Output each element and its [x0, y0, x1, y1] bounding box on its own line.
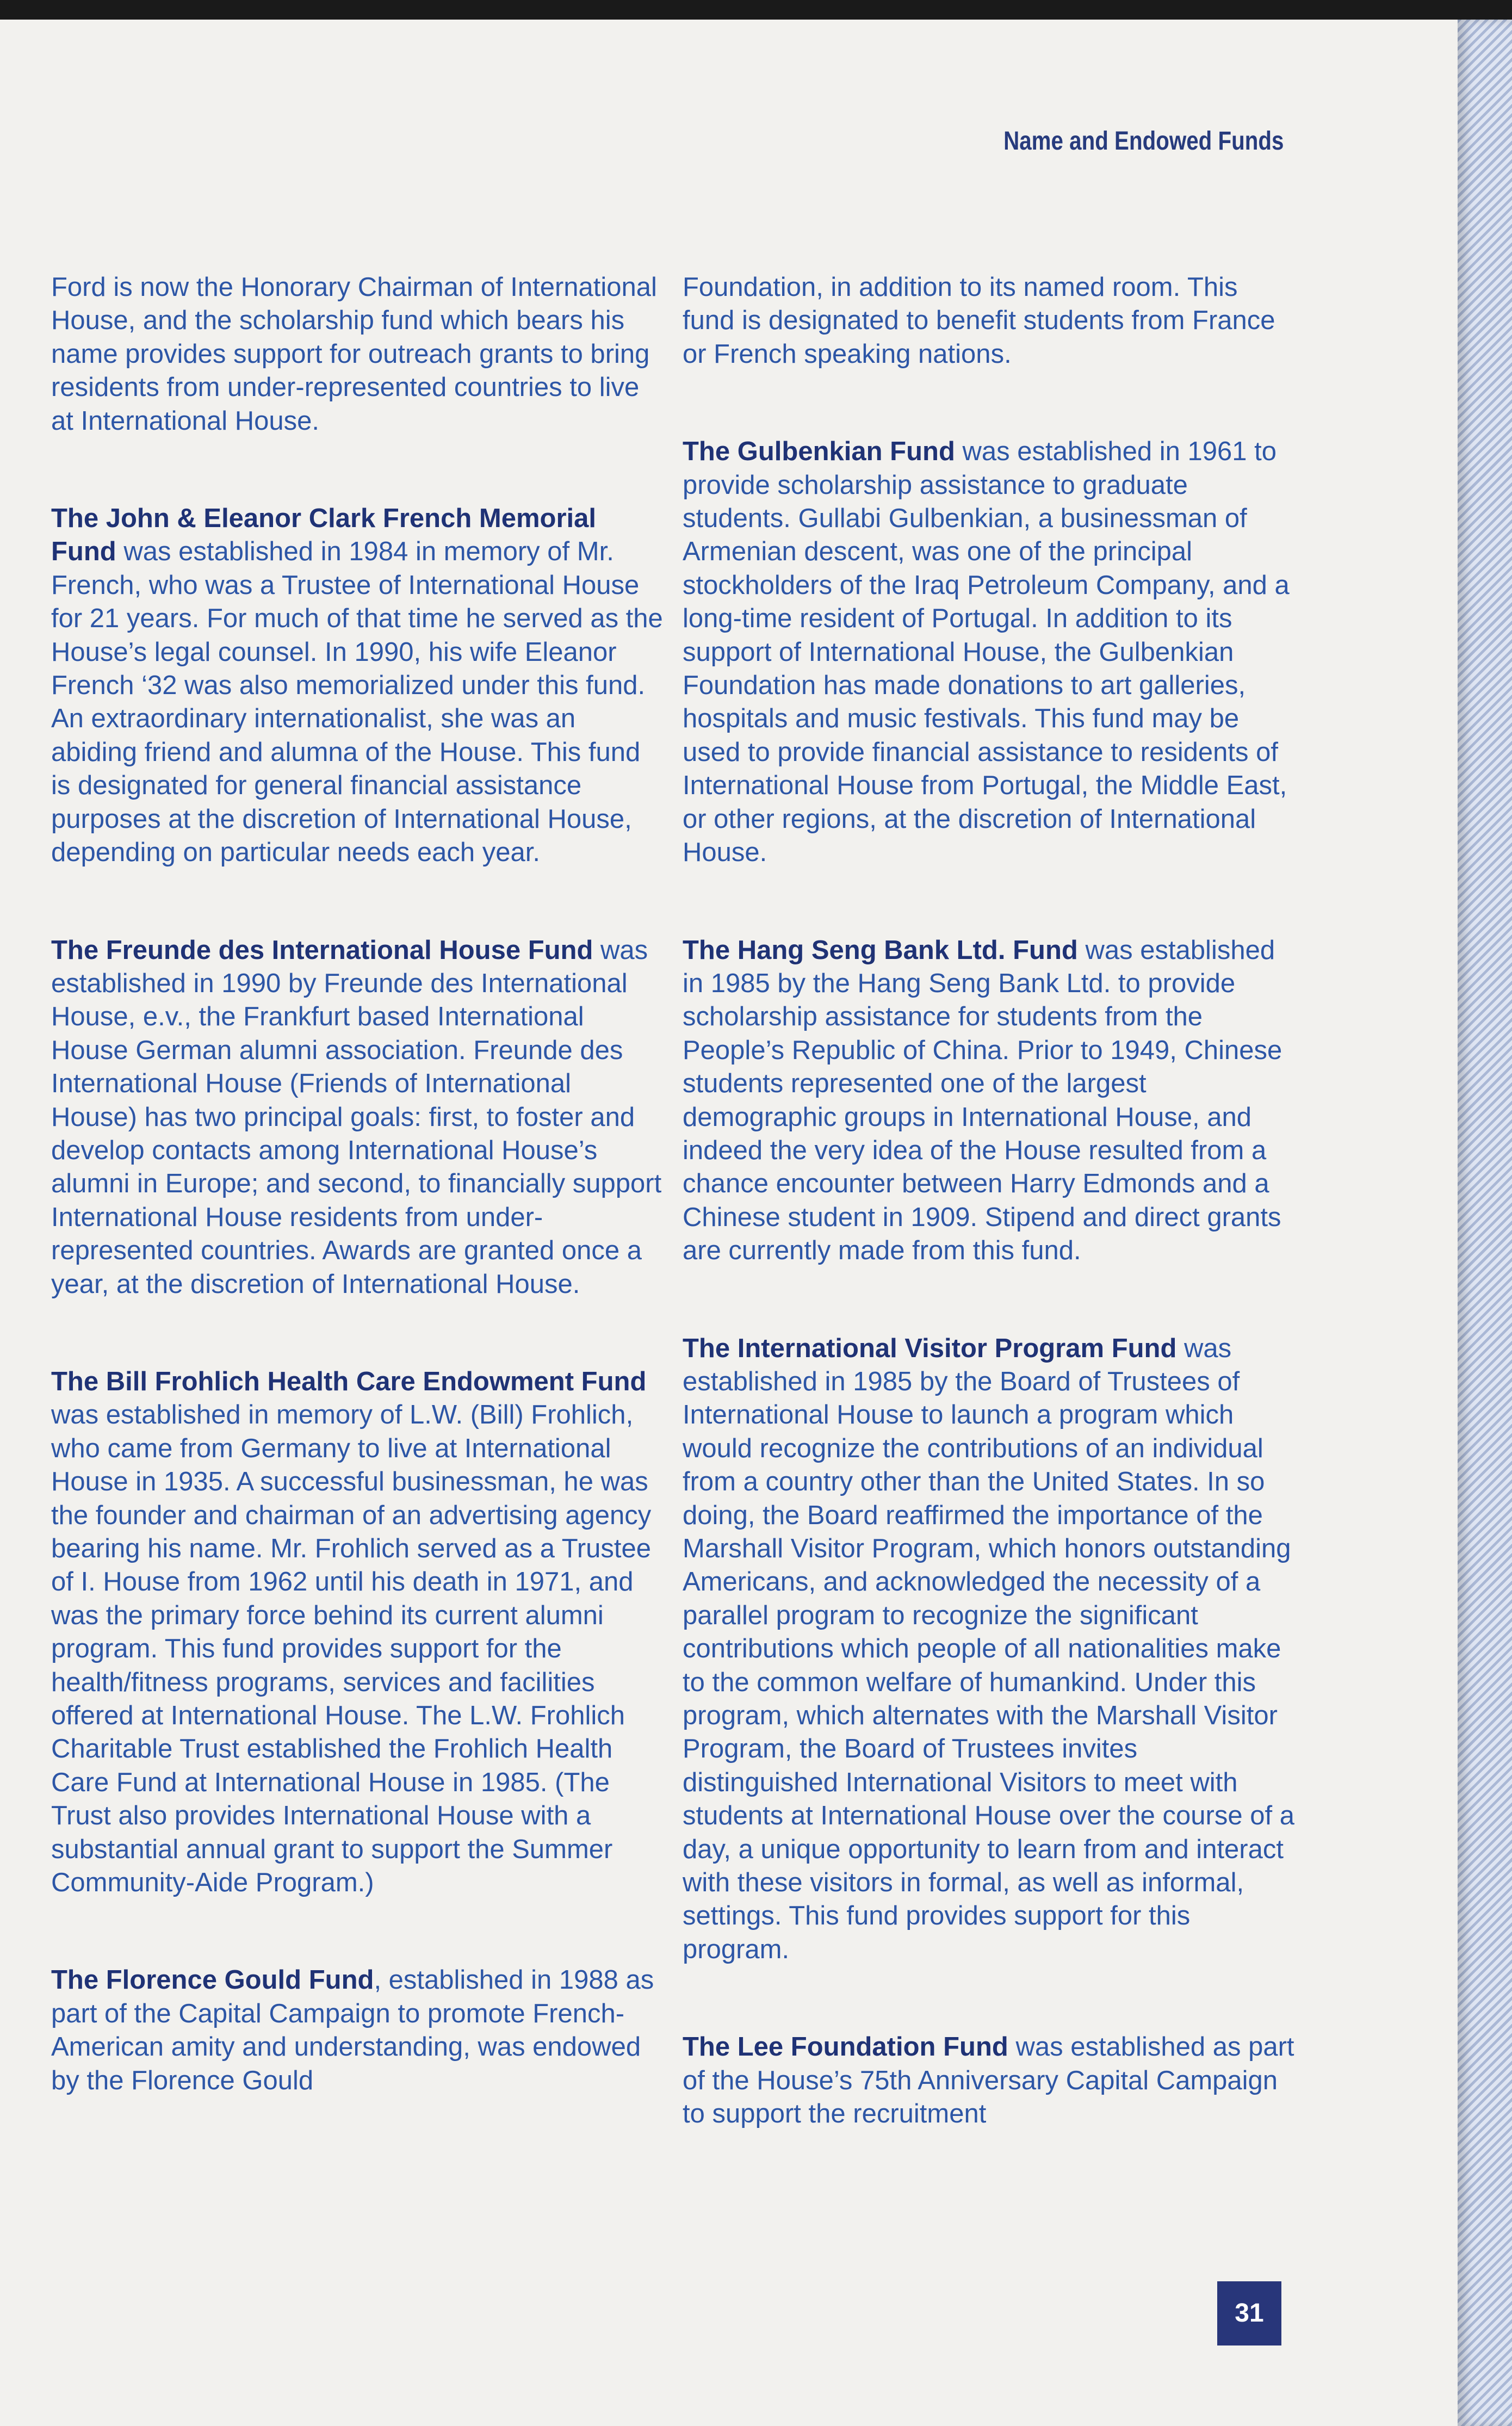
fund-name-gulbenkian: The Gulbenkian Fund — [683, 437, 955, 467]
paragraph-frohlich-fund — [51, 1365, 663, 1900]
fund-text-hang-seng: was established in 1985 by the Hang Seng Bank Ltd. to provide scholarship assistance for students from the People’s Republic of China. Prior to 1949, Chinese students represented one of the largest demographic groups in International House, and indeed the very idea of the House resulted from a chance encounter between Harry Edmonds and a Chinese student in 1909. Stipend and direct grants are currently made from this fund. — [683, 935, 1282, 1266]
paragraph-gulbenkian-fund — [683, 435, 1294, 869]
fund-name-visitor-program: The International Visitor Program Fund — [683, 1333, 1177, 1363]
paragraph-gould-fund — [51, 1964, 663, 2097]
right-text-column — [683, 271, 1294, 2195]
fund-text-gould: , established in 1988 as part of the Capital Campaign to promote French-American amity and understanding, was endowed by the Florence Gould — [51, 1965, 654, 2095]
paragraph-ford: Ford is now the Honorary Chairman of International House, and the scholarship fund which bears his name provides support for outreach grants to bring residents from under-represented countries to live at International House. — [51, 273, 657, 436]
fund-name-clark-french: The John & Eleanor Clark French Memorial Fund — [51, 504, 597, 567]
running-header-title: Name and Endowed Funds — [1003, 127, 1284, 156]
left-text-column — [51, 271, 663, 2162]
book-binding-edge — [1458, 20, 1512, 2426]
paragraph-gould-continued: Foundation, in addition to its named room. This fund is designated to benefit students from France or French speaking nations. — [683, 273, 1275, 369]
fund-name-hang-seng: The Hang Seng Bank Ltd. Fund — [683, 935, 1078, 965]
page-number-badge: 31 — [1217, 2281, 1281, 2345]
fund-text-frohlich: was established in memory of L.W. (Bill) Frohlich, who came from Germany to live at International House in 1935. A successful businessman, he was the founder and chairman of an advertising agency bearing his name. Mr. Frohlich served as a Trustee of I. House from 1962 until his death in 1971, and was the primary force behind its current alumni program. This fund provides support for the health/fitness programs, services and facilities offered at International House. The L.W. Frohlich Charitable Trust established the Frohlich Health Care Fund at International House in 1985. (The Trust also provides International House with a substantial annual grant to support the Summer Community-Aide Program.) — [51, 1400, 652, 1898]
fund-name-freunde: The Freunde des International House Fund — [51, 935, 593, 965]
paragraph-visitor-program-fund — [683, 1332, 1294, 1967]
fund-text-lee: was established as part of the House’s 75th Anniversary Capital Campaign to support the recruitment — [683, 2032, 1294, 2129]
fund-name-frohlich: The Bill Frohlich Health Care Endowment Fund — [51, 1366, 647, 1396]
paragraph-lee-fund — [683, 2031, 1294, 2131]
fund-text-visitor-program: was established in 1985 by the Board of Trustees of International House to launch a program which would recognize the contributions of an individual from a country other than the United States. In so doing, the Board reaffirmed the importance of the Marshall Visitor Program, which honors outstanding Americans, and acknowledged the necessity of a parallel program to recognize the significant contributions which people of all nationalities make to the common welfare of humankind. Under this program, which alternates with the Marshall Visitor Program, the Board of Trustees invites distinguished International Visitors to meet with students at International House over the course of a day, a unique opportunity to learn from and interact with these visitors in formal, as well as informal, settings. This fund provides support for this program. — [683, 1333, 1294, 1964]
paragraph-clark-french-fund — [51, 502, 663, 869]
fund-name-gould: The Florence Gould Fund — [51, 1965, 374, 1995]
fund-text-gulbenkian: was established in 1961 to provide scholarship assistance to graduate students. Gullabi Gulbenkian, a businessman of Armenian descent, was one of the principal stockholders of the Iraq Petroleum Company, and a long-time resident of Portugal. In addition to its support of International House, the Gulbenkian Foundation has made donations to art galleries, hospitals and music festivals. This fund may be used to provide financial assistance to residents of International House from Portugal, the Middle East, or other regions, at the discretion of International House. — [683, 437, 1290, 868]
paragraph-hang-seng-fund — [683, 934, 1294, 1268]
fund-text-freunde: was established in 1990 by Freunde des International House, e.v., the Frankfurt based International House German alumni association. Freunde des International House (Friends of International House) has two principal goals: first, to foster and develop contacts among International House’s alumni in Europe; and second, to financially support International House residents from under-represented countries. Awards are granted once a year, at the discretion of International House. — [51, 935, 662, 1299]
fund-name-lee: The Lee Foundation Fund — [683, 2032, 1008, 2062]
fund-text-clark-french: was established in 1984 in memory of Mr. French, who was a Trustee of International House for 21 years. For much of that time he served as the House’s legal counsel. In 1990, his wife Eleanor French ‘32 was also memorialized under this fund. An extraordinary internationalist, she was an abiding friend and alumna of the House. This fund is designated for general financial assistance purposes at the discretion of International House, depending on particular needs each year. — [51, 537, 663, 868]
paragraph-freunde-fund — [51, 934, 663, 1301]
